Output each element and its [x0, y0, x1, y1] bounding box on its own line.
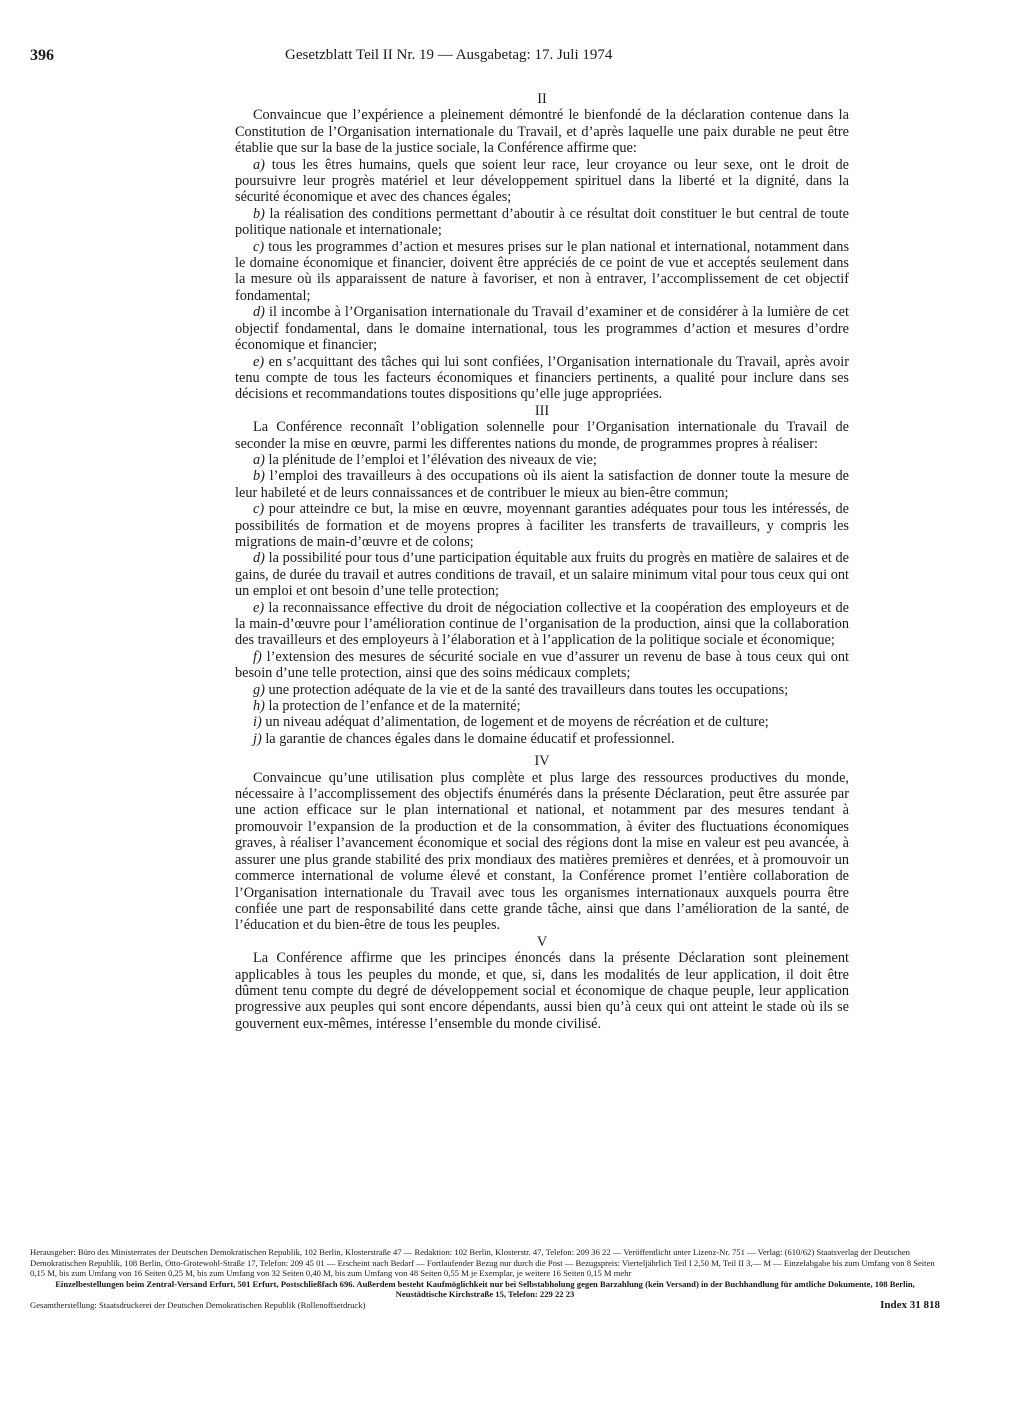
item-text: tous les êtres humains, quels que soient leur race, leur croyance ou leur sexe, ont le droit de poursuivre leur progrès matériel et leur développement spirituel dans la liberté et la dignité, dans la sécurité économique et avec des chances égales;: [235, 156, 849, 206]
item-letter: b): [253, 468, 265, 485]
section-intro: Convaincue qu’une utilisation plus complète et plus large des ressources productives du monde, nécessaire à l’accomplissement des objectifs énumérés dans la présente Déclaration, peut être assurée par une action efficace sur le plan international et national, et notamment par des mesures tendant à promouvoir l’expansion de la production et de la consommation, à éviter des fluctuations économiques graves, à réaliser l’avancement économique et social des régions dont la mise en valeur est peu avancée, à assurer une plus grande stabilité des prix mondiaux des matières premières et denrées, et à promouvoir un commerce international de volume élevé et constant, la Conférence promet l’entière collaboration de l’Organisation internationale du Travail avec tous les organismes internationaux auxquels pourra être confiée une part de responsabilité dans cette grande tâche, ainsi que dans l’amélioration de la santé, de l’éducation et du bien-être de tous les peuples.: [235, 769, 849, 934]
item-text: la protection de l’enfance et de la maternité;: [268, 698, 521, 715]
section-number: IV: [534, 753, 550, 770]
footer-printer: Gesamtherstellung: Staatsdruckerei der Deutschen Demokratischen Republik (Rollenoffsetdruck): [30, 1299, 366, 1310]
list-item: [235, 714, 849, 730]
section-number: V: [536, 933, 548, 950]
item-letter: b): [253, 205, 265, 222]
section-number: II: [537, 91, 547, 107]
list-item: [235, 600, 849, 649]
footer-index: Index 31 818: [880, 1298, 940, 1311]
item-text: tous les programmes d’action et mesures prises sur le plan national et international, notamment dans le domaine économique et financier, doivent être appréciés de ce point de vue et acceptés seulement dans la mesure où ils apparaissent de nature à favoriser, et non à entraver, l’accomplissement de cet objectif fondamental;: [235, 238, 850, 304]
item-text: il incombe à l’Organisation internationale du Travail d’examiner et de considérer à la lumière de cet objectif fondamental, dans le domaine international, tous les programmes d’action et mesures d’ordre économique et financier;: [235, 304, 849, 354]
item-letter: d): [253, 550, 265, 567]
list-item: [235, 157, 849, 206]
list-item: [235, 468, 849, 501]
item-letter: a): [253, 451, 265, 468]
item-letter: d): [253, 304, 265, 321]
section-intro: La Conférence reconnaît l’obligation solennelle pour l’Organisation internationale du Travail de seconder la mise en œuvre, parmi les differentes nations du monde, de programmes propres à réaliser:: [235, 419, 849, 452]
section-number: III: [534, 402, 550, 419]
item-letter: j): [253, 730, 262, 747]
item-letter: f): [253, 648, 262, 665]
item-text: la possibilité pour tous d’une participation équitable aux fruits du progrès en matière de salaires et de gains, de durée du travail et autres conditions de travail, et un salaire minimum vital pour tous ceux qui ont un emploi et ont besoin d’une telle protection;: [235, 550, 849, 600]
list-item: [235, 682, 849, 698]
item-text: en s’acquittant des tâches qui lui sont confiées, l’Organisation internationale du Travail, après avoir tenu compte de tous les facteurs économiques et financiers pertinents, a qualité pour inclure dans ses décisions et recommandations toutes dispositions qu’elle juge appropriées.: [235, 353, 850, 403]
item-letter: c): [253, 501, 265, 518]
list-item: [235, 698, 849, 714]
item-letter: i): [253, 714, 262, 731]
item-text: la reconnaissance effective du droit de négociation collective et la coopération des employeurs et de la main-d’œuvre pour l’amélioration continue de l’organisation de la production, ainsi que la collaboration des travailleurs et des employeurs à l’élaboration et à l’application de la politique sociale et économique;: [235, 599, 850, 649]
item-letter: h): [253, 698, 265, 715]
list-item: [235, 239, 849, 305]
item-letter: e): [253, 599, 265, 616]
list-item: [235, 206, 849, 239]
item-text: la réalisation des conditions permettant d’aboutir à ce résultat doit constituer le but central de toute politique nationale et internationale;: [235, 205, 849, 239]
item-letter: g): [253, 681, 265, 698]
document-body: [235, 91, 849, 1032]
footer-publisher: Herausgeber: Büro des Ministerrates der Deutschen Demokratischen Republik, 102 Berlin, Klosterstraße 47 — Redaktion: 102 Berlin, Klosterstr. 47, Telefon: 209 36 22 — Veröffentlicht unter Lizenz-Nr. 751 — Verlag: (610/62) Staatsverlag der Deutschen Demokratischen Republik, 108 Berlin, Otto-Grotewohl-Straße 17, Telefon: 209 45 01 — Erscheint nach Bedarf — Fortlaufender Bezug nur durch die Post — Bezugspreis: Vierteljährlich Teil I 2,50 M, Teil II 3,— M — Einzelabgabe bis zum Umfang von 8 Seiten 0,15 M, bis zum Umfang von 16 Seiten 0,25 M, bis zum Umfang von 32 Seiten 0,40 M, bis zum Umfang von 48 Seiten 0,55 M je Exemplar, je weitere 16 Seiten 0,15 M mehr: [30, 1247, 935, 1279]
list-item: [235, 550, 849, 599]
item-text: pour atteindre ce but, la mise en œuvre, moyennant garanties adéquates pour tous les intéressés, de possibilités de formation et de moyens propres à faciliter les transferts de travailleurs, y compris les migrations de main-d’œuvre et de colons;: [235, 501, 849, 550]
footer-ordering: Einzelbestellungen beim Zentral-Versand Erfurt, 501 Erfurt, Postschließfach 696. Außerdem besteht Kaufmöglichkeit nur bei Selbstabholung gegen Barzahlung (kein Versand) in der Buchhandlung für amtliche Dokumente, 108 Berlin, Neustädtische Kirchstraße 15, Telefon: 229 22 23: [55, 1278, 915, 1300]
item-text: la garantie de chances égales dans le domaine éducatif et professionnel.: [265, 730, 675, 747]
item-text: une protection adéquate de la vie et de la santé des travailleurs dans toutes les occupations;: [268, 681, 789, 698]
list-item: [235, 452, 849, 468]
footer-bottom-line: [30, 1300, 940, 1312]
list-item: [235, 731, 849, 747]
list-item: [235, 649, 849, 682]
section-intro: Convaincue que l’expérience a pleinement démontré le bienfondé de la déclaration contenue dans la Constitution de l’Organisation internationale du Travail, et d’après laquelle une paix durable ne peut être établie que sur la base de la justice sociale, la Conférence affirme que:: [235, 107, 849, 157]
item-letter: c): [253, 238, 265, 255]
item-letter: e): [253, 353, 265, 370]
running-title: Gesetzblatt Teil II Nr. 19 — Ausgabetag: 17. Juli 1974: [285, 47, 613, 63]
item-letter: a): [253, 156, 265, 173]
list-item: [235, 501, 849, 550]
page-footer: [30, 1247, 940, 1312]
item-text: la plénitude de l’emploi et l’élévation des niveaux de vie;: [268, 451, 597, 468]
list-item: [235, 354, 849, 403]
page-header: [30, 47, 1000, 67]
item-text: l’emploi des travailleurs à des occupations où ils aient la satisfaction de donner toute la mesure de leur habileté et de leurs connaissances et de contribuer le mieux au bien-être commun;: [235, 468, 849, 501]
page-number: 396: [30, 47, 54, 64]
section-intro: La Conférence affirme que les principes énoncés dans la présente Déclaration sont pleinement applicables à tous les peuples du monde, et que, si, dans les modalités de leur application, il doit être dûment tenu compte du degré de développement social et économique de chaque peuple, leur application progressive aux peuples qui sont encore dépendants, aussi bien qu’à ceux qui ont atteint le stade où ils se gouvernent eux-mêmes, intéresse l’ensemble du monde civilisé.: [235, 950, 849, 1032]
list-item: [235, 304, 849, 353]
item-text: un niveau adéquat d’alimentation, de logement et de moyens de récréation et de culture;: [265, 714, 769, 731]
item-text: l’extension des mesures de sécurité sociale en vue d’assurer un revenu de base à tous ceux qui ont besoin d’une telle protection, ainsi que des soins médicaux complets;: [235, 648, 850, 682]
